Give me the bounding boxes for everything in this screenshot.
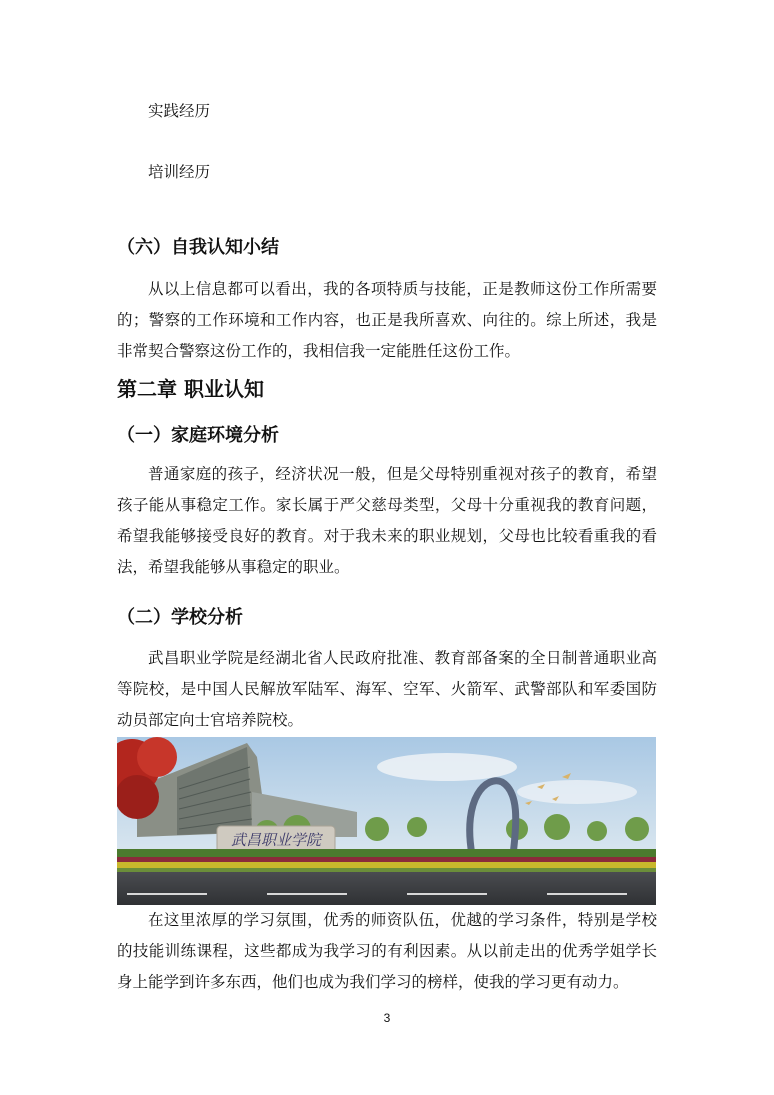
page-number: 3 <box>383 1011 391 1025</box>
family-paragraph: 普通家庭的孩子，经济状况一般，但是父母特别重视对孩子的教育，希望孩子能从事稳定工作。家长属于严父慈母类型，父母十分重视我的教育问题， 希望我能够接受良好的教育。对于我未来的职业规划，父母也比较看重我的看法，希望我能够从事稳定的职业。 <box>117 465 657 576</box>
section6-paragraph: 从以上信息都可以看出，我的各项特质与技能，正是教师这份工作所需要的；警察的工作环境和工作内容，也正是我所喜欢、向往的。综上所述，我是非常契合警察这份工作的，我相信我一定能胜任这份工作。 <box>117 280 657 360</box>
chapter2-title: 第二章 职业认知 <box>117 377 264 401</box>
section6-heading: （六）自我认知小结 <box>117 237 279 258</box>
item-practice: 实践经历 <box>148 102 211 120</box>
school-heading: （二）学校分析 <box>117 607 243 628</box>
item-training: 培训经历 <box>148 163 211 181</box>
campus-sign-text: 武昌职业学院 <box>230 831 322 849</box>
family-heading: （一）家庭环境分析 <box>117 425 279 446</box>
school-paragraph-2: 在这里浓厚的学习氛围，优秀的师资队伍，优越的学习条件，特别是学校的技能训练课程，这些都成为我学习的有利因素。从以前走出的优秀学姐学长身上能学到许多东西，他们也成为我们学习的榜样，使我的学习更有动力。 <box>117 911 657 991</box>
campus-photo <box>117 737 656 905</box>
school-paragraph: 武昌职业学院是经湖北省人民政府批准、教育部备案的全日制普通职业高等院校，是中国人民解放军陆军、海军、空军、火箭军、武警部队和军委国防动员部定向士官培养院校。 <box>117 649 657 729</box>
